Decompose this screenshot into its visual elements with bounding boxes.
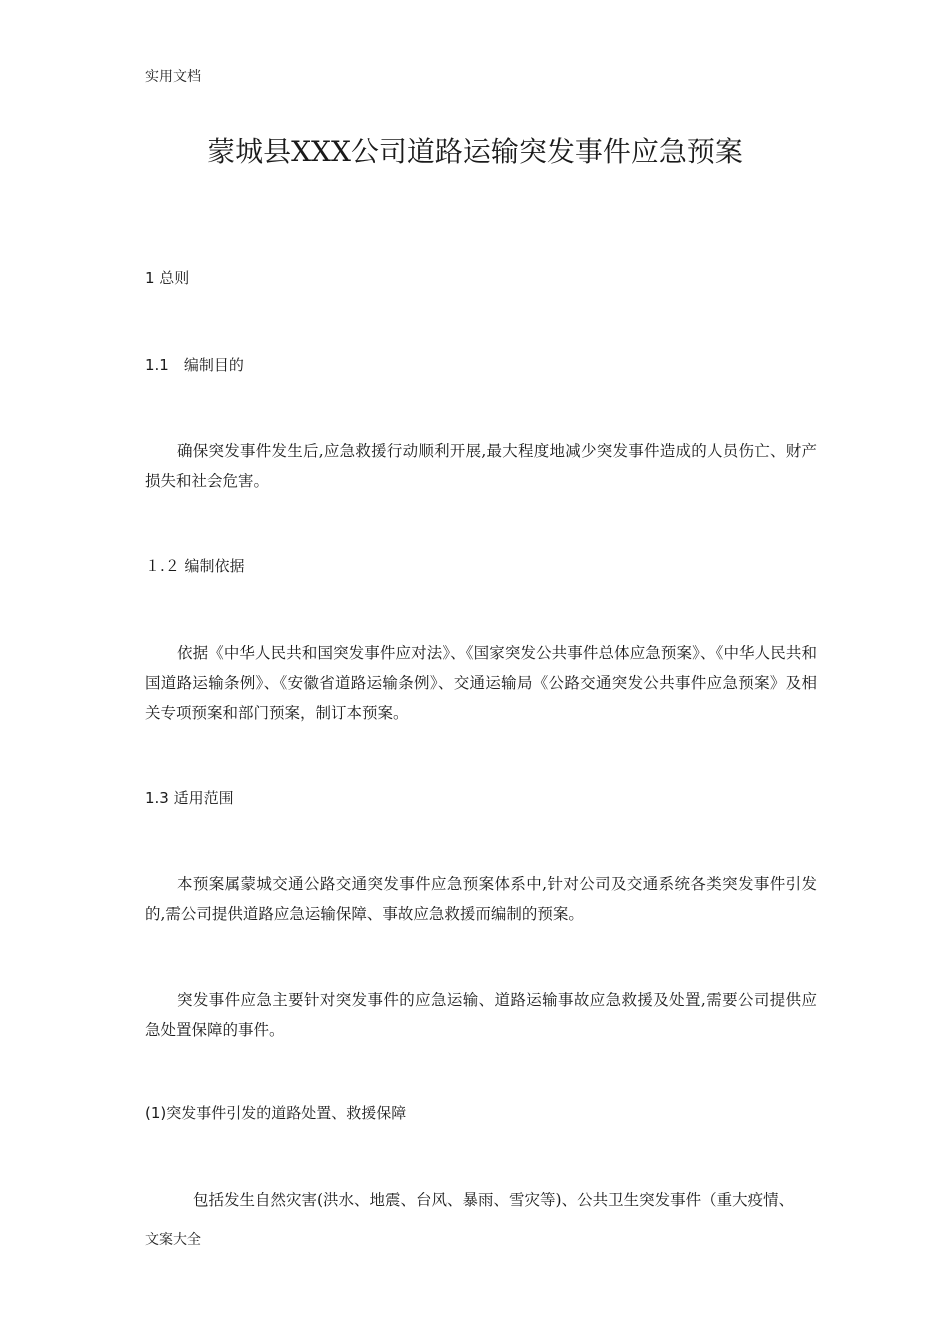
paragraph-item-1-text: 包括发生自然灾害(洪水、地震、台风、暴雨、雪灾等)、公共卫生突发事件（重大疫情、 [193, 1191, 795, 1209]
page-footer: 文案大全 [145, 1232, 201, 1248]
section-heading-1-1: 1.1 编制目的 [145, 356, 244, 374]
paragraph-scope-2 [145, 985, 817, 1045]
paragraph-purpose-text: 确保突发事件发生后,应急救援行动顺利开展,最大程度地减少突发事件造成的人员伤亡、财产损失和社会危害。 [145, 442, 817, 490]
paragraph-scope-1-text: 本预案属蒙城交通公路交通突发事件应急预案体系中,针对公司及交通系统各类突发事件引发的,需公司提供道路应急运输保障、事故应急救援而编制的预案。 [145, 875, 817, 923]
document-title: 蒙城县XXX公司道路运输突发事件应急预案 [207, 135, 743, 168]
section-heading-1-2: １.２ 编制依据 [145, 557, 245, 575]
paragraph-scope-2-text: 突发事件应急主要针对突发事件的应急运输、道路运输事故应急救援及处置,需要公司提供应急处置保障的事件。 [145, 991, 817, 1039]
paragraph-item-1 [145, 1185, 817, 1215]
list-item-heading-1: (1)突发事件引发的道路处置、救援保障 [145, 1104, 407, 1122]
paragraph-purpose [145, 436, 817, 496]
section-heading-1-3: 1.3 适用范围 [145, 789, 234, 807]
page-header: 实用文档 [145, 69, 201, 85]
paragraph-scope-1 [145, 869, 817, 929]
paragraph-basis-text: 依据《中华人民共和国突发事件应对法》、《国家突发公共事件总体应急预案》、《中华人民共和国道路运输条例》、《安徽省道路运输条例》、交通运输局《公路交通突发公共事件应急预案》及相关专项预案和部门预案，制订本预案。 [145, 644, 817, 722]
section-heading-1: 1 总则 [145, 269, 190, 287]
paragraph-basis [145, 638, 817, 728]
